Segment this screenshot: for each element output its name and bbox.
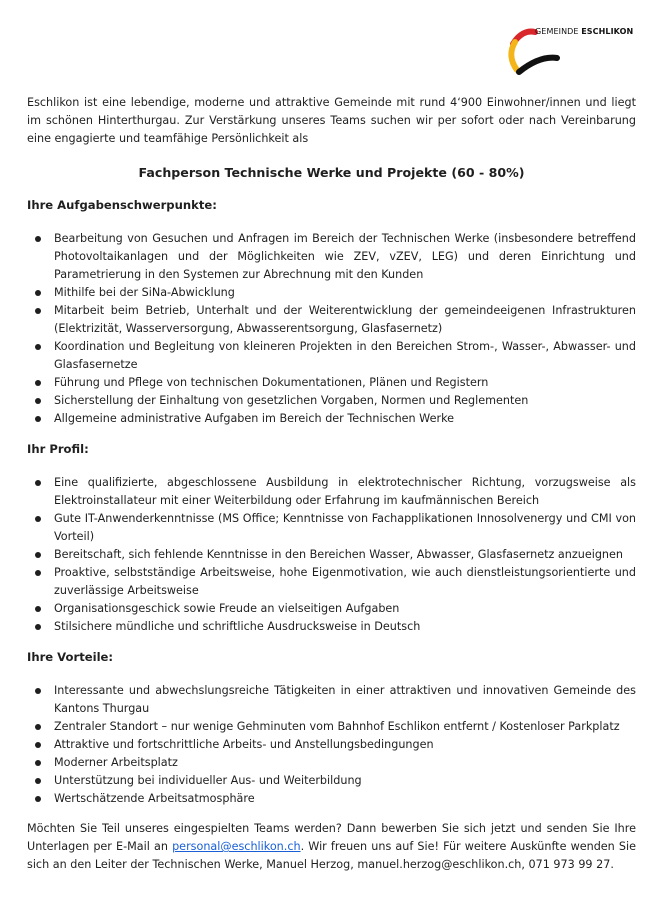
section-heading-aufgaben: Ihre Aufgabenschwerpunkte: bbox=[27, 198, 217, 212]
list-item bbox=[27, 284, 636, 302]
list-item-text: Mitarbeit beim Betrieb, Unterhalt und der Weiterentwicklung der gemeindeeigenen Infrastrukturen (Elektrizität, Wasserversorgung, Abwasserentsorgung, Glasfasernetz) bbox=[54, 304, 636, 335]
list-item-text: Sicherstellung der Einhaltung von gesetzlichen Vorgaben, Normen und Reglementen bbox=[54, 394, 529, 407]
job-title: Fachperson Technische Werke und Projekte (60 - 80%) bbox=[138, 165, 525, 180]
list-item bbox=[27, 392, 636, 410]
closing-paragraph bbox=[27, 820, 636, 874]
logo-black-stroke bbox=[519, 58, 557, 72]
closing-text-start: Möchten Sie Teil unseres eingespielten Teams werden? Dann bewerben Sie sich jetzt und senden Sie Ihre Unterlagen per E-Mail an bbox=[27, 822, 636, 853]
list-item bbox=[27, 564, 636, 600]
list-item-text: Eine qualifizierte, abgeschlossene Ausbildung in elektrotechnischer Richtung, vorzugsweise als Elektroinstallateur mit einer Weiterbildung oder Erfahrung im kaufmännischen Bereich bbox=[54, 476, 636, 507]
section-heading-vorteile: Ihre Vorteile: bbox=[27, 650, 114, 664]
bullet-icon bbox=[35, 570, 41, 576]
list-item-text: Mithilfe bei der SiNa-Abwicklung bbox=[54, 286, 235, 299]
logo-yellow-stroke bbox=[511, 42, 517, 70]
list-item bbox=[27, 510, 636, 546]
intro-paragraph: Eschlikon ist eine lebendige, moderne und attraktive Gemeinde mit rund 4‘900 Einwohner/innen und liegt im schönen Hinterthurgau. Zur Verstärkung unseres Teams suchen wir per sofort oder nach Vereinbarung eine engagierte und teamfähige Persönlichkeit als bbox=[27, 96, 636, 145]
bullet-icon bbox=[35, 480, 41, 486]
list-item bbox=[27, 754, 636, 772]
bullet-icon bbox=[35, 290, 41, 296]
logo-wordmark bbox=[535, 27, 633, 36]
list-item bbox=[27, 230, 636, 284]
bullet-icon bbox=[35, 516, 41, 522]
job-posting bbox=[27, 94, 636, 874]
bullet-icon bbox=[35, 688, 41, 694]
list-item-text: Bearbeitung von Gesuchen und Anfragen im Bereich der Technischen Werke (insbesondere betreffend Photovoltaikanlagen und der Möglichkeiten wie ZEV, vZEV, LEG) und deren Einrichtung und Parametrierung in den Systemen zur Abrechnung mit den Kunden bbox=[54, 232, 636, 281]
bullet-icon bbox=[35, 778, 41, 784]
bullet-icon bbox=[35, 398, 41, 404]
list-item bbox=[27, 374, 636, 392]
closing-text-end: . Wir freuen uns auf Sie! Für weitere Auskünfte wenden Sie sich an den Leiter der Technischen Werke, Manuel Herzog, manuel.herzog@eschlikon.ch, 071 973 99 27. bbox=[27, 840, 637, 871]
list-item bbox=[27, 682, 636, 718]
bullet-icon bbox=[35, 796, 41, 802]
list-item-text: Attraktive und fortschrittliche Arbeits- und Anstellungsbedingungen bbox=[54, 738, 434, 751]
list-aufgaben bbox=[27, 230, 636, 428]
bullet-icon bbox=[35, 606, 41, 612]
list-item-text: Proaktive, selbstständige Arbeitsweise, hohe Eigenmotivation, wie auch dienstleistungsorientierte und zuverlässige Arbeitsweise bbox=[54, 566, 636, 597]
logo-text-light: GEMEINDE bbox=[535, 27, 582, 36]
list-item-text: Bereitschaft, sich fehlende Kenntnisse in den Bereichen Wasser, Abwasser, Glasfasernetz anzueignen bbox=[54, 548, 623, 561]
list-item-text: Stilsichere mündliche und schriftliche Ausdrucksweise in Deutsch bbox=[54, 620, 421, 633]
bullet-icon bbox=[35, 624, 41, 630]
list-item bbox=[27, 338, 636, 374]
list-item-text: Interessante und abwechslungsreiche Tätigkeiten in einer attraktiven und innovativen Gemeinde des Kantons Thurgau bbox=[54, 684, 636, 715]
bullet-icon bbox=[35, 416, 41, 422]
section-heading-profil: Ihr Profil: bbox=[27, 442, 89, 456]
list-item-text: Allgemeine administrative Aufgaben im Bereich der Technischen Werke bbox=[54, 412, 455, 425]
list-item bbox=[27, 718, 636, 736]
list-vorteile bbox=[27, 682, 636, 808]
list-item bbox=[27, 736, 636, 754]
bullet-icon bbox=[35, 380, 41, 386]
bullet-icon bbox=[35, 724, 41, 730]
list-item-text: Gute IT-Anwenderkenntnisse (MS Office; Kenntnisse von Fachapplikationen Innosolvenergy und CMI von Vorteil) bbox=[54, 512, 636, 543]
bullet-icon bbox=[35, 308, 41, 314]
bullet-icon bbox=[35, 236, 41, 242]
list-item-text: Führung und Pflege von technischen Dokumentationen, Plänen und Registern bbox=[54, 376, 489, 389]
list-item-text: Moderner Arbeitsplatz bbox=[54, 756, 178, 769]
list-item bbox=[27, 618, 636, 636]
list-item-text: Wertschätzende Arbeitsatmosphäre bbox=[54, 792, 255, 805]
list-item bbox=[27, 302, 636, 338]
list-item bbox=[27, 790, 636, 808]
list-item bbox=[27, 546, 636, 564]
list-item bbox=[27, 474, 636, 510]
logo-text-bold: ESCHLIKON bbox=[581, 27, 634, 36]
list-item bbox=[27, 772, 636, 790]
application-email-link[interactable]: personal@eschlikon.ch bbox=[172, 840, 301, 853]
list-item-text: Koordination und Begleitung von kleineren Projekten in den Bereichen Strom-, Wasser-, Abwasser- und Glasfasernetze bbox=[54, 340, 636, 371]
list-item bbox=[27, 600, 636, 618]
bullet-icon bbox=[35, 760, 41, 766]
bullet-icon bbox=[35, 742, 41, 748]
list-item bbox=[27, 410, 636, 428]
bullet-icon bbox=[35, 344, 41, 350]
bullet-icon bbox=[35, 552, 41, 558]
list-item-text: Organisationsgeschick sowie Freude an vielseitigen Aufgaben bbox=[54, 602, 400, 615]
list-item-text: Unterstützung bei individueller Aus- und Weiterbildung bbox=[54, 774, 362, 787]
list-profil bbox=[27, 474, 636, 636]
list-item-text: Zentraler Standort – nur wenige Gehminuten vom Bahnhof Eschlikon entfernt / Kostenloser Parkplatz bbox=[54, 720, 620, 733]
